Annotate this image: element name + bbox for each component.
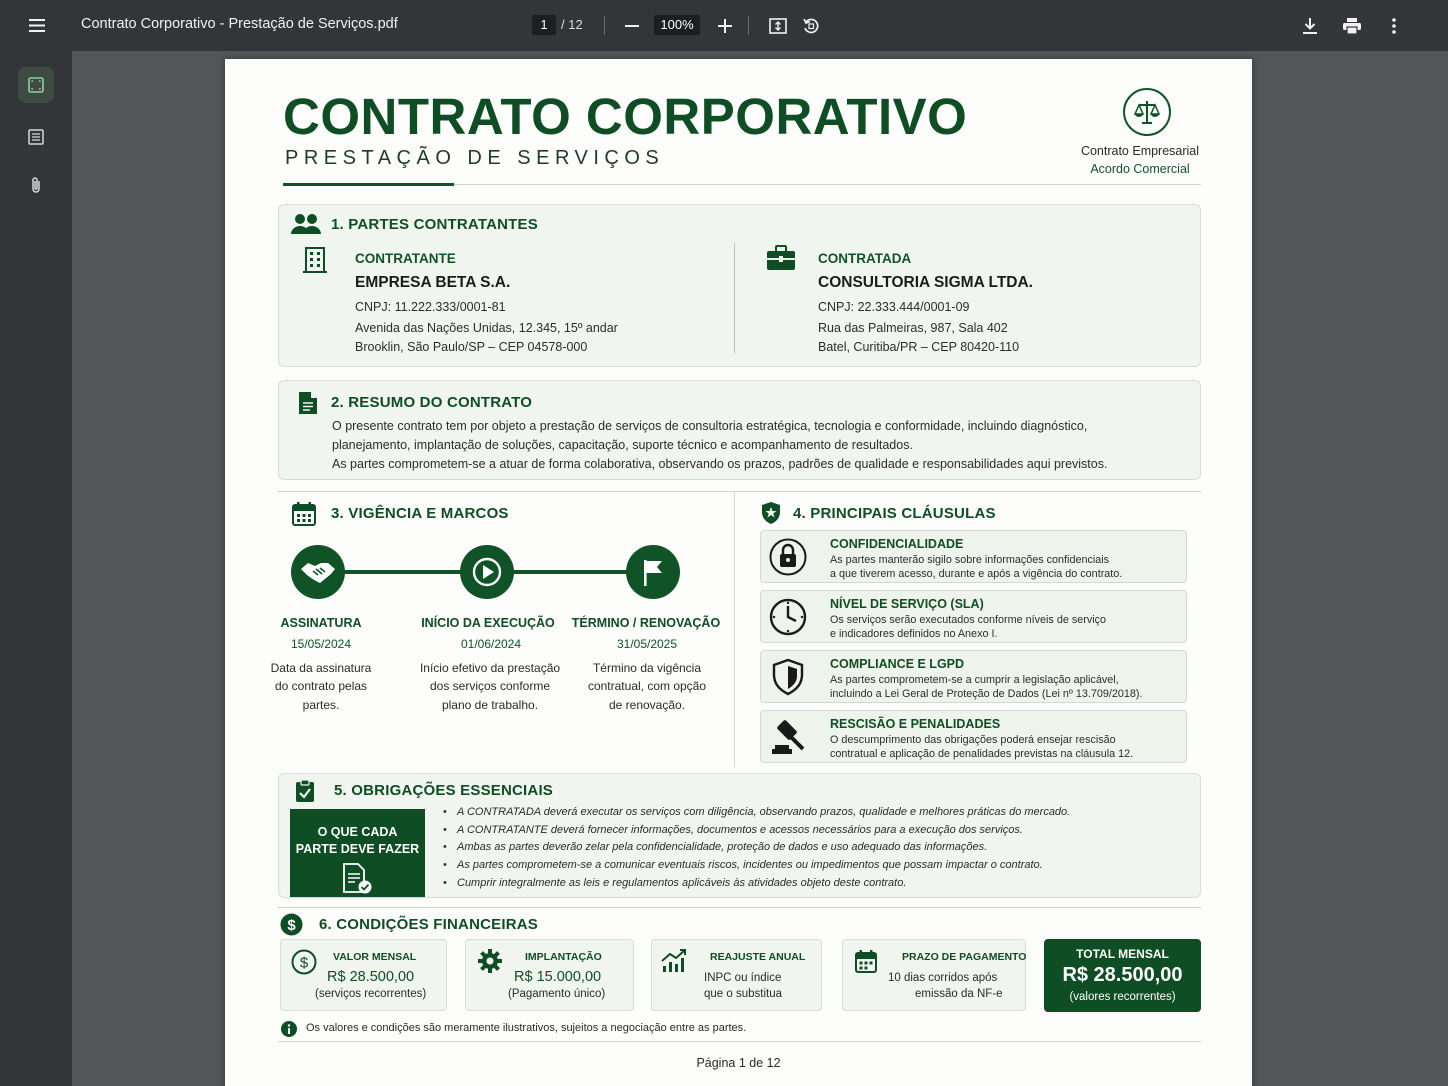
section-divider	[278, 907, 1201, 908]
contratante-role: CONTRATANTE	[355, 251, 456, 266]
pdf-page	[225, 59, 1252, 1086]
thumbnails-button[interactable]	[18, 67, 54, 103]
timeline-heading: 3. VIGÊNCIA E MARCOS	[331, 505, 509, 522]
printer-icon	[1343, 18, 1361, 34]
card-note: (serviços recorrentes)	[315, 988, 427, 1000]
list-item: • A CONTRATADA deverá executar os serviços com diligência, observando prazos, qualidade e melhores práticas do mercado.	[443, 804, 1070, 822]
footer-divider	[278, 1041, 1201, 1042]
total-card	[1044, 939, 1201, 1012]
contratante-name: EMPRESA BETA S.A.	[355, 274, 511, 291]
milestone-desc-line: contratual, com opção	[587, 679, 707, 693]
document-title: Contrato Corporativo - Prestação de Serviços.pdf	[81, 16, 398, 32]
card-label: IMPLANTAÇÃO	[525, 951, 602, 963]
milestone-date: 15/05/2024	[290, 637, 352, 651]
info-icon	[281, 1021, 297, 1037]
clauses-heading: 4. PRINCIPAIS CLÁUSULAS	[793, 505, 996, 522]
contratada-role: CONTRATADA	[818, 251, 912, 266]
clause-text-line: As partes comprometem-se a cumprir a legislação aplicável,	[830, 674, 1119, 686]
milestone-desc-line: Término da vigência	[592, 661, 702, 675]
download-button[interactable]	[1299, 0, 1321, 51]
milestone-desc-line: de renovação.	[608, 698, 686, 712]
total-label: TOTAL MENSAL	[1076, 947, 1169, 961]
briefcase-icon	[766, 245, 796, 271]
badge-label-secondary: Acordo Comercial	[1090, 162, 1190, 176]
clause-card-confidencialidade	[760, 530, 1187, 583]
zoom-out-button[interactable]	[621, 0, 643, 51]
list-item: • Ambas as partes deverão zelar pela confidencialidade, proteção de dados e uso adequado das informações.	[443, 839, 1070, 857]
milestone-desc-line: partes.	[302, 698, 340, 712]
clause-text-line: Os serviços serão executados conforme níveis de serviço	[830, 614, 1107, 626]
scales-of-justice-icon	[1123, 88, 1171, 136]
summary-panel	[278, 380, 1201, 480]
milestone-title: TÉRMINO / RENOVAÇÃO	[571, 616, 721, 630]
play-icon	[460, 545, 514, 599]
clause-title: NÍVEL DE SERVIÇO (SLA)	[830, 597, 984, 611]
zoom-level-input[interactable]: 100%	[654, 15, 700, 35]
parties-divider	[734, 243, 735, 353]
clause-title: CONFIDENCIALIDADE	[830, 537, 964, 551]
hamburger-icon	[29, 19, 45, 32]
clause-text-line: e indicadores definidos no Anexo I.	[830, 628, 998, 640]
contratada-cnpj: CNPJ: 22.333.444/0001-09	[818, 300, 970, 314]
thumbnail-icon	[28, 77, 44, 93]
users-icon	[291, 213, 321, 235]
callout-line1: O QUE CADA	[317, 825, 398, 839]
section-divider	[278, 491, 1201, 492]
building-icon	[303, 247, 327, 273]
callout-line2: PARTE DEVE FAZER	[295, 842, 420, 856]
svg-text:$: $	[299, 954, 309, 972]
clause-title: RESCISÃO E PENALIDADES	[830, 717, 1001, 731]
card-value: R$ 28.500,00	[327, 969, 415, 985]
card-note: INPC ou índice	[704, 972, 782, 984]
total-note: (valores recorrentes)	[1069, 991, 1176, 1003]
card-label: REAJUSTE ANUAL	[710, 951, 806, 963]
list-item: • A CONTRATANTE deverá fornecer informações, documentos e acessos necessários para a execução dos serviços.	[443, 822, 1070, 840]
clause-text-line: incluindo a Lei Geral de Proteção de Dados (Lei nº 13.709/2018).	[830, 688, 1143, 700]
card-label: PRAZO DE PAGAMENTO	[902, 951, 1027, 963]
document-icon	[298, 391, 318, 415]
paperclip-icon	[30, 176, 42, 194]
contratante-cnpj: CNPJ: 11.222.333/0001-81	[355, 300, 506, 314]
card-value: R$ 15.000,00	[514, 969, 602, 985]
list-item: • Cumprir integralmente as leis e regulamentos aplicáveis às atividades objeto deste contrato.	[443, 875, 1070, 893]
summary-heading: 2. RESUMO DO CONTRATO	[331, 394, 533, 411]
download-icon	[1303, 18, 1317, 34]
card-note: (Pagamento único)	[508, 988, 606, 1000]
rotate-button[interactable]	[800, 0, 822, 51]
summary-text-line3: As partes comprometem-se a atuar de forma colaborativa, observando os prazos, padrões de qualidade e responsabilidades aqui previstos.	[332, 457, 1108, 471]
card-note: 10 dias corridos após	[888, 972, 998, 984]
clause-card-compliance	[760, 650, 1187, 703]
obligations-heading: 5. OBRIGAÇÕES ESSENCIAIS	[334, 782, 554, 799]
document-main-title: CONTRATO CORPORATIVO	[283, 88, 968, 145]
document-check-icon	[342, 863, 374, 895]
clause-card-rescisao	[760, 710, 1187, 763]
clipboard-check-icon	[295, 779, 315, 803]
calendar-icon	[292, 501, 316, 526]
column-divider	[734, 492, 735, 767]
clause-text-line: O descumprimento das obrigações poderá ensejar rescisão	[830, 734, 1116, 746]
milestone-desc-line: Data da assinatura	[270, 661, 372, 675]
print-button[interactable]	[1341, 0, 1363, 51]
contratada-address-line1: Rua das Palmeiras, 987, Sala 402	[818, 321, 1008, 335]
menu-button[interactable]	[22, 0, 52, 51]
milestone-date: 01/06/2024	[460, 637, 522, 651]
clause-text-line: contratual e aplicação de penalidades previstas na cláusula 12.	[830, 748, 1134, 760]
dollar-icon	[291, 949, 317, 975]
list-item: • As partes comprometem-se a comunicar eventuais riscos, incidentes ou impedimentos que possam impactar o contrato.	[443, 857, 1070, 875]
prazo-card	[842, 939, 1026, 1011]
valor-mensal-card	[280, 939, 447, 1011]
implantacao-card	[465, 939, 634, 1011]
obligations-list	[443, 804, 1070, 893]
milestone-desc-line: dos serviços conforme	[429, 679, 551, 693]
summary-text-line1: O presente contrato tem por objeto a prestação de serviços de consultoria estratégica, tecnologia e conformidade, incluindo diagnóstico,	[332, 419, 1088, 433]
parties-heading: 1. PARTES CONTRATANTES	[331, 216, 538, 233]
card-note: que o substitua	[704, 988, 783, 1000]
milestone-date: 31/05/2025	[616, 637, 678, 651]
document-subtitle: PRESTAÇÃO DE SERVIÇOS	[285, 147, 665, 169]
clause-card-sla	[760, 590, 1187, 643]
shield-star-icon	[761, 501, 781, 525]
milestone-title: INÍCIO DA EXECUÇÃO	[421, 616, 555, 630]
calendar-icon	[855, 949, 877, 973]
title-accent-bar	[283, 183, 454, 186]
fit-page-button[interactable]	[767, 0, 789, 51]
card-label: VALOR MENSAL	[333, 951, 417, 963]
toolbar-divider	[604, 16, 605, 35]
fit-to-page-icon	[769, 18, 787, 34]
attachments-button[interactable]	[18, 167, 54, 203]
total-value: R$ 28.500,00	[1062, 964, 1183, 986]
milestone-title: ASSINATURA	[280, 616, 362, 630]
milestone-desc-line: Início efetivo da prestação	[419, 661, 561, 675]
summary-text-line2: planejamento, implantação de soluções, capacitação, suporte técnico e acompanhamento de resultados.	[332, 438, 913, 452]
rotate-icon	[802, 17, 820, 35]
lock-icon	[769, 538, 807, 576]
contratante-address-line1: Avenida das Nações Unidas, 12.345, 15º andar	[355, 321, 618, 335]
clause-title: COMPLIANCE E LGPD	[830, 657, 965, 671]
parties-panel	[278, 204, 1201, 367]
obligations-callout	[290, 809, 425, 897]
badge-label-primary: Contrato Empresarial	[1080, 144, 1200, 158]
handshake-icon	[291, 545, 345, 599]
document-outline-icon	[28, 129, 44, 145]
page-total: / 12	[561, 17, 583, 32]
gear-icon	[478, 949, 502, 973]
page-number-footer: Página 1 de 12	[696, 1056, 781, 1070]
outline-button[interactable]	[18, 119, 54, 155]
pdf-toolbar	[0, 0, 1448, 51]
more-options-button[interactable]	[1383, 0, 1405, 51]
chart-up-icon	[661, 949, 687, 973]
minus-icon	[625, 25, 639, 27]
dollar-circle-icon	[280, 913, 303, 936]
contratada-name: CONSULTORIA SIGMA LTDA.	[818, 274, 1033, 291]
toolbar-divider	[748, 16, 749, 35]
milestone-desc-line: do contrato pelas	[274, 679, 368, 693]
pdf-sidebar	[0, 51, 72, 1086]
page-number-input[interactable]: 1	[532, 15, 556, 35]
milestone-desc-line: plano de trabalho.	[441, 698, 539, 712]
svg-text:$: $	[287, 917, 296, 934]
contratada-address-line2: Batel, Curitiba/PR – CEP 80420-110	[818, 340, 1020, 354]
gavel-icon	[769, 718, 807, 756]
plus-icon	[718, 19, 732, 33]
reajuste-card	[651, 939, 822, 1011]
card-note: emissão da NF-e	[915, 988, 1003, 1000]
clock-icon	[769, 598, 807, 636]
zoom-in-button[interactable]	[714, 0, 736, 51]
financial-disclaimer: Os valores e condições são meramente ilustrativos, sujeitos a negociação entre as partes.	[306, 1022, 747, 1034]
shield-icon	[769, 658, 807, 696]
clause-text-line: As partes manterão sigilo sobre informações confidenciais	[830, 554, 1110, 566]
clause-text-line: a que tiverem acesso, durante e após a vigência do contrato.	[830, 568, 1123, 580]
financial-heading: 6. CONDIÇÕES FINANCEIRAS	[319, 916, 538, 933]
contratante-address-line2: Brooklin, São Paulo/SP – CEP 04578-000	[355, 340, 588, 354]
more-vertical-icon	[1392, 18, 1396, 34]
flag-icon	[626, 545, 680, 599]
